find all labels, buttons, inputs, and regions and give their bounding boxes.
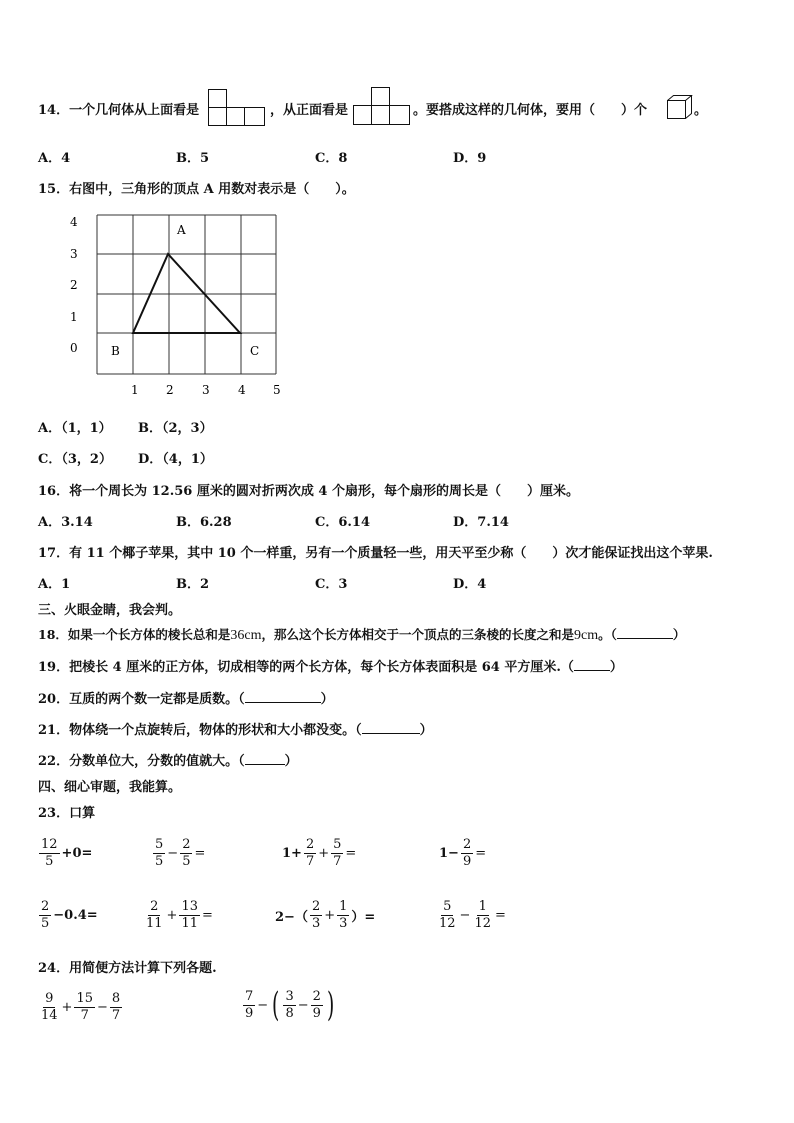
fraction: $\frac{3}{8}$ <box>285 988 294 1021</box>
q15-option-c[interactable]: C．（3，2） <box>38 452 112 467</box>
q15-option-d[interactable]: D．（4，1） <box>138 452 213 467</box>
q23-text: 口算 <box>69 806 96 821</box>
q14-text-1: 一个几何体从上面看是 <box>69 103 200 118</box>
q21-number: 21． <box>38 723 70 738</box>
q14-text-2: ，从正面看是 <box>270 103 349 118</box>
q15-text: 右图中，三角形的顶点 A 用数对表示是（ ）。 <box>69 182 355 197</box>
x-label-1: 1 <box>131 383 139 397</box>
q18-answer-blank[interactable] <box>617 626 673 639</box>
fraction: $\frac{2}{3}$ <box>311 899 321 931</box>
q16-text: 将一个周长为 12.56 厘米的圆对折两次成 4 个扇形，每个扇形的周长是（ ）厘米。 <box>69 484 579 499</box>
q16-option-d[interactable]: D．7.14 <box>453 515 509 530</box>
fraction: $\frac{5}{12}$ <box>439 899 456 931</box>
q24-text: 用简便方法计算下列各题. <box>69 961 217 976</box>
fraction: $\frac{9}{14}$ <box>41 991 58 1023</box>
q23-expression-5: $\frac{2}{5}$ −0.4= <box>41 899 98 931</box>
q20-text-2: ） <box>320 692 334 707</box>
q17-option-b[interactable]: B．2 <box>176 577 210 592</box>
q23-stem <box>38 802 95 821</box>
q18-text-1: 如果一个长方体的棱长总和是 <box>67 627 231 642</box>
q19-answer-blank[interactable] <box>574 658 610 671</box>
q16-number: 16． <box>38 484 70 499</box>
q22-number: 22． <box>38 754 70 769</box>
q23-expression-4: 1− $\frac{2}{9}$ = <box>439 837 487 869</box>
fraction: $\frac{2}{7}$ <box>305 837 315 869</box>
q17-number: 17． <box>38 546 70 561</box>
q19-text-2: ） <box>609 660 623 675</box>
vertex-label-b: B <box>111 344 120 358</box>
q22-text-2: ） <box>284 754 298 769</box>
fraction: $\frac{1}{12}$ <box>474 899 491 931</box>
fraction: $\frac{7}{9}$ <box>245 988 254 1021</box>
x-label-3: 3 <box>202 383 210 397</box>
q15-option-b[interactable]: B．（2，3） <box>138 421 213 436</box>
q18-number: 18． <box>38 627 68 642</box>
q17-option-c[interactable]: C．3 <box>315 577 348 592</box>
section-4-heading: 四、细心审题，我能算。 <box>38 780 182 795</box>
y-label-0: 0 <box>70 341 78 355</box>
q14-option-a[interactable]: A．4 <box>38 151 71 166</box>
right-paren: ) <box>326 985 335 1025</box>
y-label-2: 2 <box>70 278 78 292</box>
q15-option-a[interactable]: A．（1，1） <box>38 421 112 436</box>
q14-number: 14． <box>38 103 70 118</box>
q21-text-1: 物体绕一个点旋转后，物体的形状和大小都没变。（ <box>69 723 362 738</box>
fraction: $\frac{8}{7}$ <box>111 991 121 1023</box>
top-view-figure <box>208 88 266 126</box>
x-label-4: 4 <box>238 383 246 397</box>
q20-answer-blank[interactable] <box>245 690 321 703</box>
q17-stem <box>38 542 713 561</box>
section-3-heading: 三、火眼金睛，我会判。 <box>38 603 182 618</box>
fraction: $\frac{5}{7}$ <box>333 837 342 869</box>
q14-text-4: 。 <box>694 103 708 118</box>
q19-stem <box>38 656 623 675</box>
q18-value-2: 9cm <box>574 628 599 643</box>
q24-stem <box>38 957 217 976</box>
q23-expression-1: $\frac{12}{5}$ +0= <box>41 837 93 869</box>
q20-text-1: 互质的两个数一定都是质数。（ <box>69 692 245 707</box>
q16-option-b[interactable]: B．6.28 <box>176 515 232 530</box>
y-label-4: 4 <box>70 215 78 229</box>
q18-text-2: ，那么这个长方体相交于一个顶点的三条棱的长度之和是 <box>261 627 575 642</box>
q18-value-1: 36cm <box>230 628 262 643</box>
q23-expression-7: 2−（ $\frac{2}{3}$ + $\frac{1}{3}$ ）= <box>275 899 376 931</box>
q16-option-a[interactable]: A．3.14 <box>38 515 93 530</box>
q14-text-3: 。要搭成这样的几何体，要用（ ）个 <box>413 103 648 118</box>
q17-text: 有 11 个椰子苹果，其中 10 个一样重，另有一个质量轻一些，用天平至少称（ ）次才能保证找出这个苹果. <box>69 546 713 561</box>
y-label-3: 3 <box>70 247 78 261</box>
q23-number: 23． <box>38 806 70 821</box>
q22-stem <box>38 750 298 769</box>
q17-option-a[interactable]: A．1 <box>38 577 71 592</box>
q14-stem <box>38 99 199 118</box>
q22-answer-blank[interactable] <box>245 752 285 765</box>
q21-answer-blank[interactable] <box>362 721 420 734</box>
q24-expression-1: $\frac{9}{14}$ + $\frac{15}{7}$ − $\frac{8}{7}$ <box>41 991 121 1023</box>
q14-option-d[interactable]: D．9 <box>453 151 487 166</box>
front-view-figure <box>353 86 411 126</box>
fraction: $\frac{2}{5}$ <box>182 837 191 869</box>
q14-option-b[interactable]: B．5 <box>176 151 210 166</box>
q24-number: 24． <box>38 961 70 976</box>
cube-icon <box>666 94 694 120</box>
q15-number: 15． <box>38 182 70 197</box>
fraction: $\frac{12}{5}$ <box>41 837 58 869</box>
x-label-5: 5 <box>273 383 281 397</box>
fraction: $\frac{5}{5}$ <box>155 837 164 869</box>
q14-option-c[interactable]: C．8 <box>315 151 348 166</box>
q17-option-d[interactable]: D．4 <box>453 577 487 592</box>
q19-number: 19． <box>38 660 70 675</box>
q24-expression-2: $\frac{7}{9}$ − ( $\frac{3}{8}$ − $\frac{2}{9}$ ) <box>245 985 335 1025</box>
y-label-1: 1 <box>70 310 78 324</box>
q21-text-2: ） <box>419 723 433 738</box>
vertex-label-a: A <box>177 223 186 237</box>
fraction: $\frac{2}{5}$ <box>41 899 50 931</box>
fraction: $\frac{13}{11}$ <box>181 899 198 931</box>
coordinate-grid <box>60 208 290 400</box>
left-paren: ( <box>272 985 280 1025</box>
x-label-2: 2 <box>166 383 174 397</box>
q21-stem <box>38 719 433 738</box>
q16-option-c[interactable]: C．6.14 <box>315 515 371 530</box>
q23-expression-6: $\frac{2}{11}$ + $\frac{13}{11}$ = <box>146 899 213 931</box>
q18-stem <box>38 625 685 644</box>
q20-stem <box>38 688 334 707</box>
q18-text-4: ） <box>672 627 686 642</box>
fraction: $\frac{15}{7}$ <box>76 991 93 1023</box>
fraction: $\frac{1}{3}$ <box>339 899 348 931</box>
q20-number: 20． <box>38 692 70 707</box>
q23-expression-2: $\frac{5}{5}$ − $\frac{2}{5}$ = <box>155 837 206 869</box>
q16-stem <box>38 480 579 499</box>
q19-text-1: 把棱长 4 厘米的正方体，切成相等的两个长方体，每个长方体表面积是 64 平方厘米.（ <box>69 660 574 675</box>
vertex-label-c: C <box>250 344 260 358</box>
fraction: $\frac{2}{11}$ <box>146 899 163 931</box>
q22-text-1: 分数单位大，分数的值就大。（ <box>69 754 245 769</box>
q23-expression-3: 1+ $\frac{2}{7}$ + $\frac{5}{7}$ = <box>282 837 357 869</box>
fraction: $\frac{2}{9}$ <box>462 837 472 869</box>
q23-expression-8: $\frac{5}{12}$ − $\frac{1}{12}$ = <box>439 899 506 931</box>
fraction: $\frac{2}{9}$ <box>312 988 321 1021</box>
q18-text-3: 。（ <box>598 627 617 642</box>
q15-stem <box>38 178 355 197</box>
